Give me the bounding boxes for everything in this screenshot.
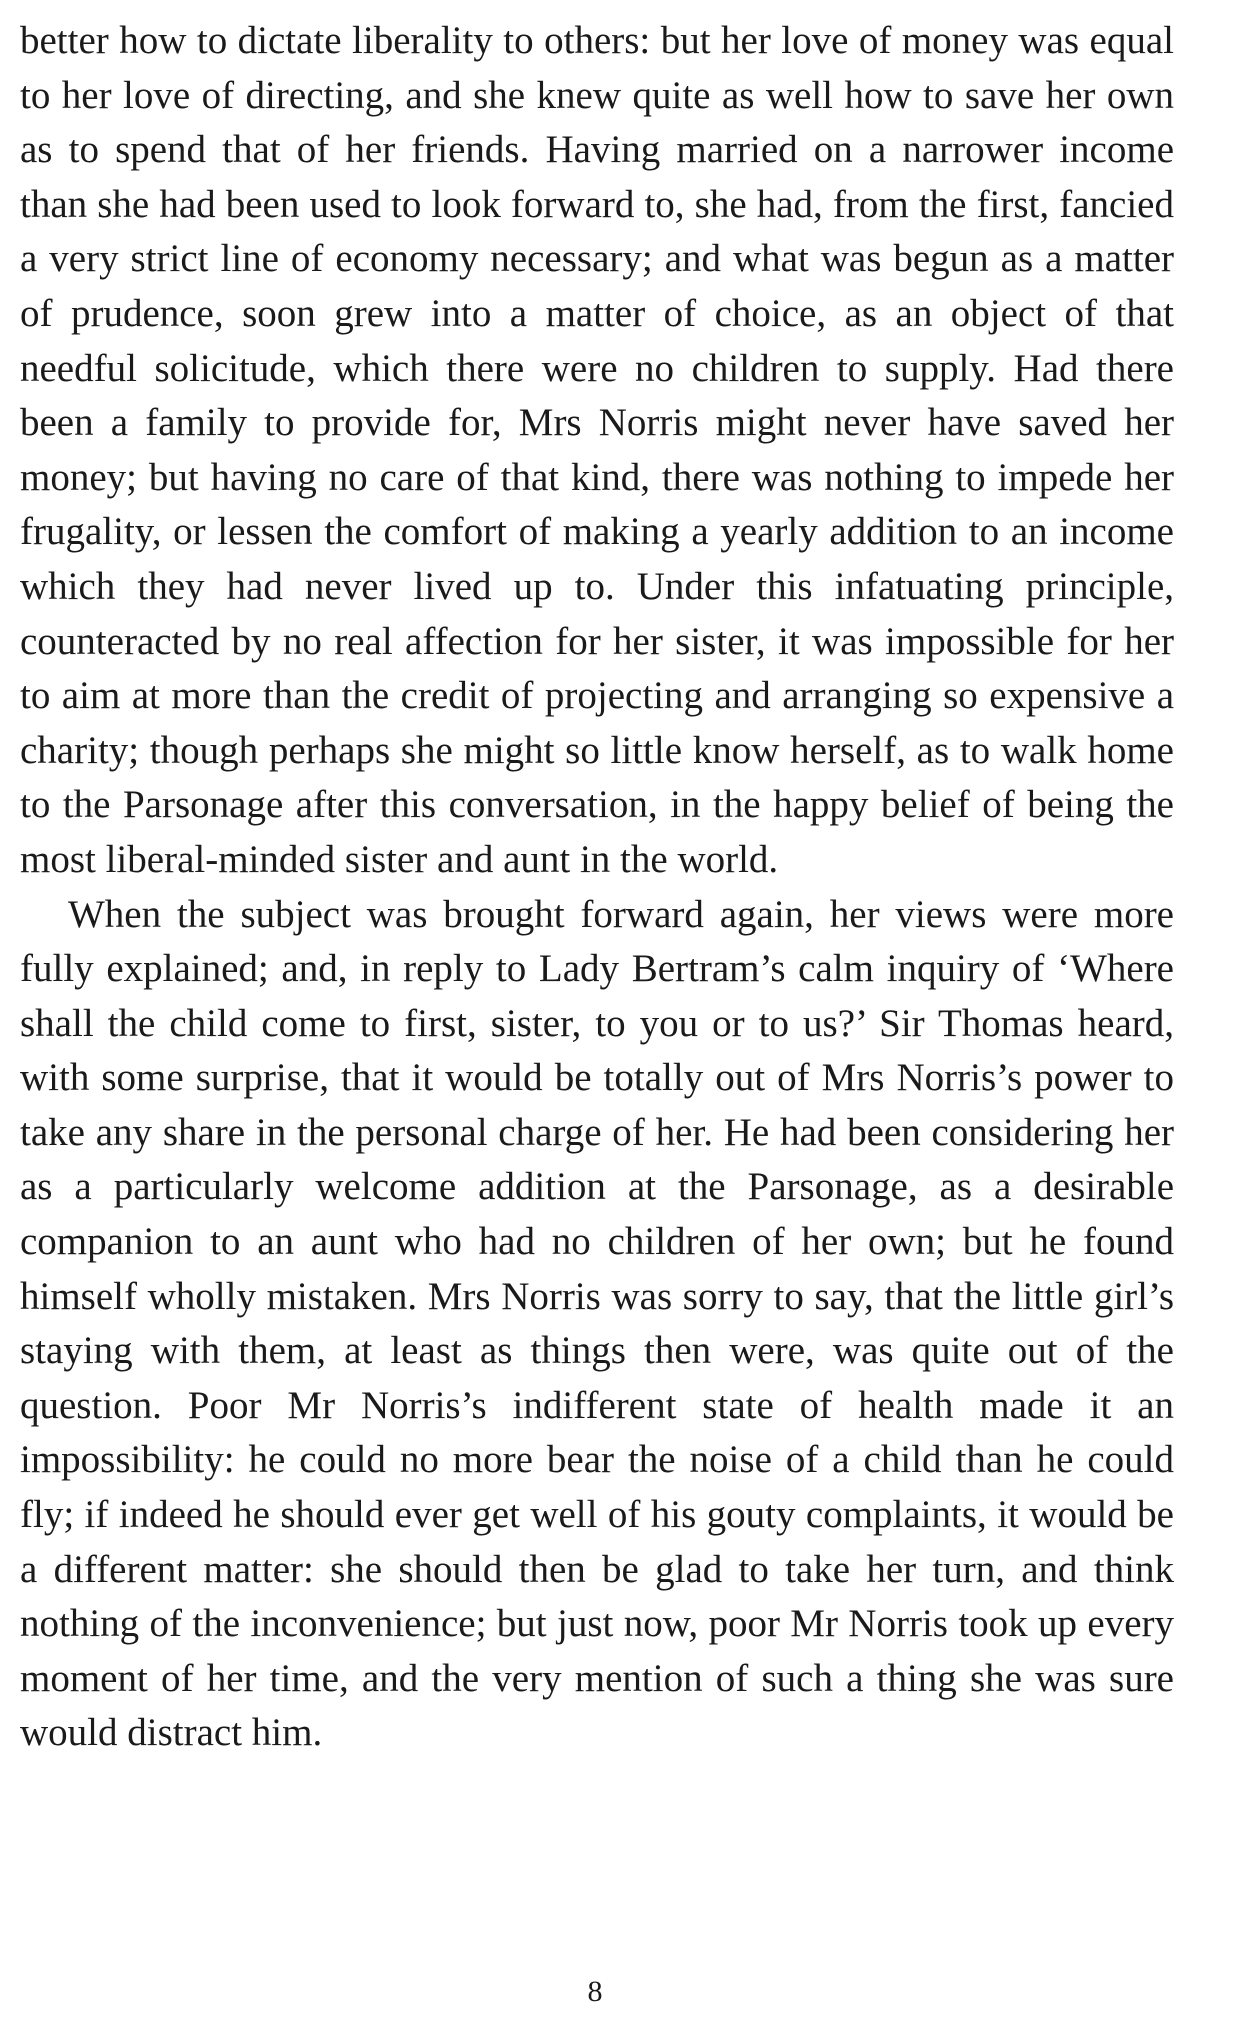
page-body [20, 14, 1174, 1761]
paragraph-subject-brought-forward: When the subject was brought forward again, her views were more fully explained; and, in reply to Lady Bertram’s calm inquiry of ‘Where shall the child come to first, sister, to you or to us?’ Sir Thomas heard, with some surprise, that it would be totally out of Mrs Norris’s power to take any share in the personal charge of her. He had been considering her as a particularly welcome addition at the Parsonage, as a desirable companion to an aunt who had no children of her own; but he found himself wholly mistaken. Mrs Norris was sorry to say, that the little girl’s staying with them, at least as things then were, was quite out of the question. Poor Mr Norris’s indifferent state of health made it an impossibility: he could no more bear the noise of a child than he could fly; if indeed he should ever get well of his gouty complaints, it would be a different matter: she should then be glad to take her turn, and think nothing of the inconvenience; but just now, poor Mr Norris took up every moment of her time, and the very mention of such a thing she was sure would distract him. [20, 892, 1174, 1755]
paragraph-continuation: better how to dictate liberality to others: but her love of money was equal to her love of directing, and she knew quite as well how to save her own as to spend that of her friends. Having married on a narrower income than she had been used to look forward to, she had, from the first, fancied a very strict line of economy necessary; and what was begun as a matter of prudence, soon grew into a matter of choice, as an object of that needful solicitude, which there were no children to supply. Had there been a family to provide for, Mrs Norris might never have saved her money; but having no care of that kind, there was nothing to impede her frugality, or lessen the comfort of making a yearly addition to an income which they had never lived up to. Under this infatuating principle, counteracted by no real affection for her sister, it was impossible for her to aim at more than the credit of projecting and arranging so expensive a charity; though perhaps she might so little know herself, as to walk home to the Parsonage after this conversation, in the happy belief of being the most liberal-minded sister and aunt in the world. [20, 19, 1174, 881]
page-number: 8 [587, 1975, 603, 2008]
